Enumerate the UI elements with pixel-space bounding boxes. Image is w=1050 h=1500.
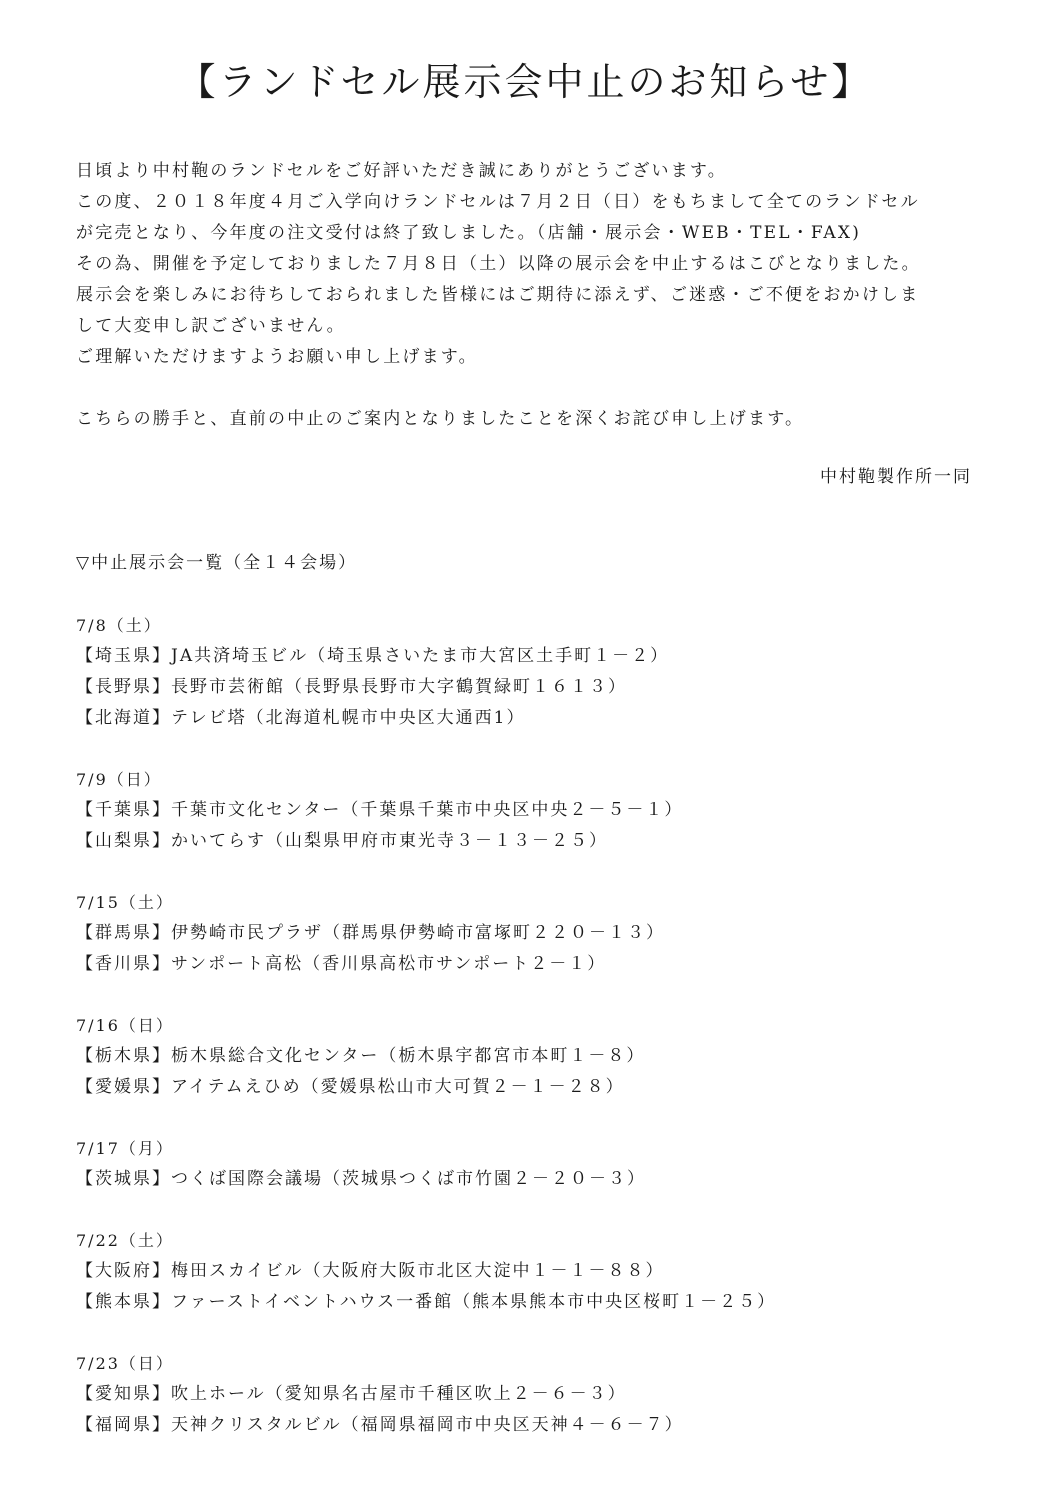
- venue-item: 【栃木県】栃木県総合文化センター（栃木県宇都宮市本町１－８）: [76, 1046, 646, 1066]
- venue-item: 【千葉県】千葉市文化センター（千葉県千葉市中央区中央２－５－１）: [76, 800, 684, 820]
- venue-item: 【熊本県】ファーストイベントハウス一番館（熊本県熊本市中央区桜町１－２５）: [76, 1292, 777, 1312]
- event-date: 7/17（月）: [76, 1139, 174, 1158]
- date-group: [76, 1010, 996, 1103]
- venue-item: 【長野県】長野市芸術館（長野県長野市大字鶴賀緑町１６１３）: [76, 677, 627, 697]
- body-line: ご理解いただけますようお願い申し上げます。: [76, 347, 478, 367]
- venue-item: 【山梨県】かいてらす（山梨県甲府市東光寺３－１３－２５）: [76, 831, 608, 851]
- apology-line: こちらの勝手と、直前の中止のご案内となりましたことを深くお詫び申し上げます。: [76, 409, 805, 429]
- body-line: が完売となり、今年度の注文受付は終了致しました。（店舗・展示会・WEB・TEL・FAX): [76, 223, 862, 243]
- event-date: 7/22（土）: [76, 1231, 174, 1250]
- venue-item: 【香川県】サンポート高松（香川県高松市サンポート２－１）: [76, 954, 607, 974]
- body-line: して大変申し訳ございません。: [76, 316, 346, 336]
- venue-item: 【茨城県】つくば国際会議場（茨城県つくば市竹園２－２０－３）: [76, 1169, 646, 1189]
- date-group: [76, 1348, 996, 1441]
- date-group: [76, 887, 996, 980]
- date-group: [76, 764, 996, 857]
- cancelled-exhibition-list: [76, 610, 996, 1441]
- venue-item: 【大阪府】梅田スカイビル（大阪府大阪市北区大淀中１－１－８８）: [76, 1261, 665, 1281]
- paragraph-gap: [76, 373, 976, 404]
- body-line: 日頃より中村鞄のランドセルをご好評いただき誠にありがとうございます。: [76, 161, 727, 181]
- venue-item: 【愛知県】吹上ホール（愛知県名古屋市千種区吹上２－６－３）: [76, 1384, 627, 1404]
- venue-item: 【福岡県】天神クリスタルビル（福岡県福岡市中央区天神４－６－７）: [76, 1415, 684, 1435]
- body-line: この度、２０１８年度４月ご入学向けランドセルは７月２日（日）をもちまして全てのランドセル: [76, 192, 920, 212]
- body-line: その為、開催を予定しておりました７月８日（土）以降の展示会を中止するはこびとなりました。: [76, 254, 921, 274]
- event-date: 7/23（日）: [76, 1354, 174, 1373]
- date-group: [76, 610, 996, 734]
- page-title: 【ランドセル展示会中止のお知らせ】: [177, 60, 873, 104]
- venue-item: 【北海道】テレビ塔（北海道札幌市中央区大通西1）: [76, 708, 526, 728]
- date-group: [76, 1133, 996, 1195]
- venue-item: 【愛媛県】アイテムえひめ（愛媛県松山市大可賀２－１－２８）: [76, 1077, 625, 1097]
- event-date: 7/9（日）: [76, 770, 162, 789]
- notice-body: [76, 156, 976, 435]
- event-date: 7/15（土）: [76, 893, 174, 912]
- date-group: [76, 1225, 996, 1318]
- signature: 中村鞄製作所一同: [820, 467, 972, 487]
- cancelled-list-heading: ▽中止展示会一覧（全１４会場）: [76, 553, 358, 573]
- venue-item: 【群馬県】伊勢崎市民プラザ（群馬県伊勢崎市富塚町２２０－１３）: [76, 923, 665, 943]
- event-date: 7/16（日）: [76, 1016, 174, 1035]
- event-date: 7/8（土）: [76, 616, 162, 635]
- venue-item: 【埼玉県】JA共済埼玉ビル（埼玉県さいたま市大宮区土手町１－２）: [76, 646, 670, 666]
- body-line: 展示会を楽しみにお待ちしておられました皆様にはご期待に添えず、ご迷惑・ご不便をおかけしま: [76, 285, 920, 305]
